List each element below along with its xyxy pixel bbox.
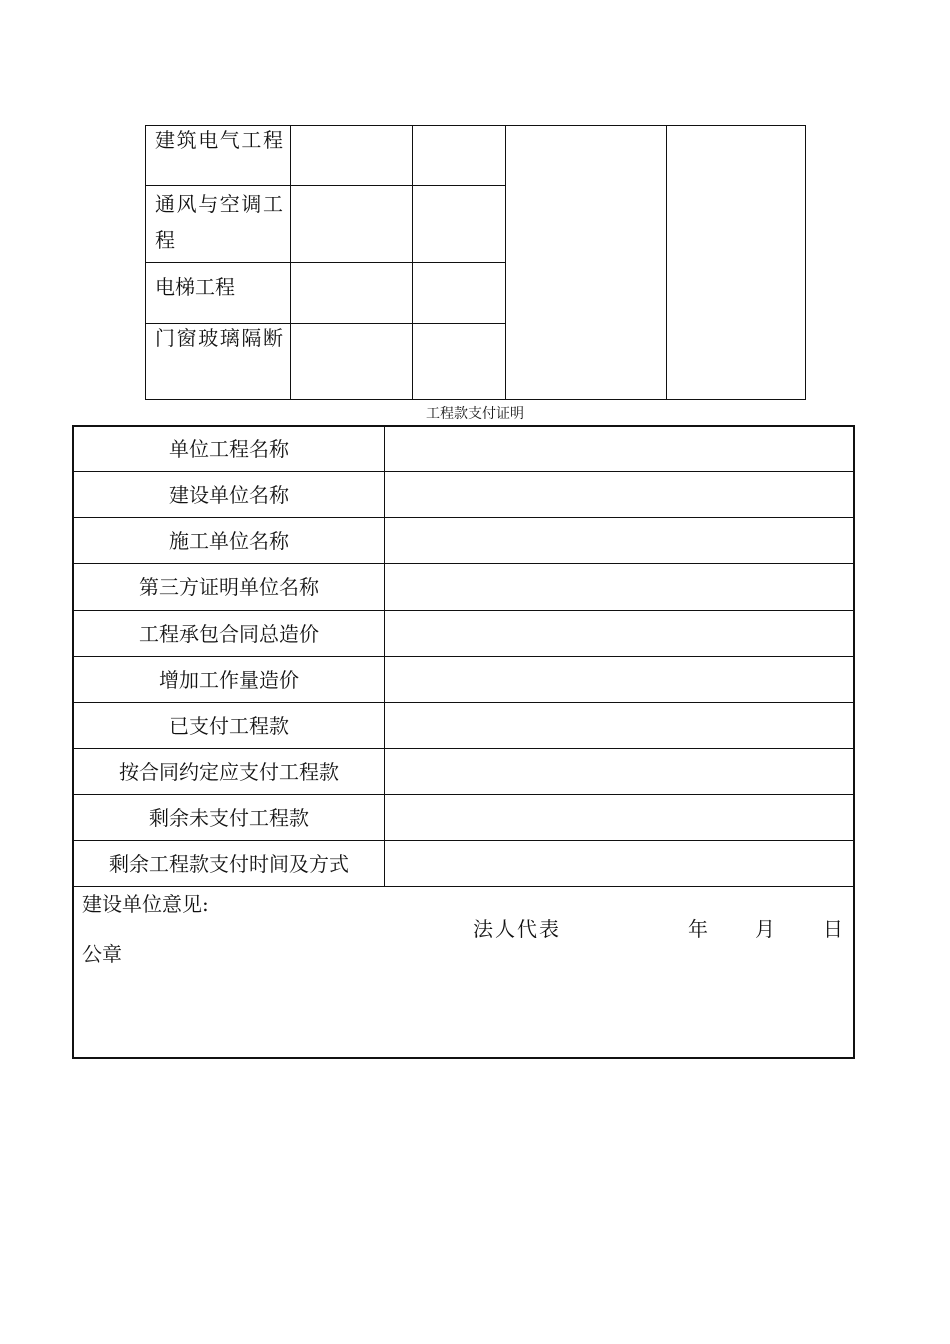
row-label-client-name: 建设单位名称 — [169, 483, 289, 507]
top-table-border-bottom — [145, 399, 806, 400]
top-table-label: 门窗玻璃隔断 — [155, 326, 283, 350]
row-label-unpaid-amount: 剩余未支付工程款 — [149, 806, 309, 830]
legal-representative-label: 法人代表 — [473, 917, 561, 941]
row-label-due-amount: 按合同约定应支付工程款 — [119, 760, 339, 784]
top-table-label: 建筑电气工程 — [155, 128, 283, 152]
payment-table-border-right — [853, 425, 855, 1059]
row-label-payment-schedule: 剩余工程款支付时间及方式 — [109, 852, 349, 876]
official-seal-label: 公章 — [82, 942, 122, 966]
date-month-label: 月 — [755, 917, 775, 941]
row-label-paid-amount: 已支付工程款 — [169, 714, 289, 738]
table-caption: 工程款支付证明 — [426, 406, 524, 422]
top-table-col-divider — [290, 125, 291, 400]
date-year-label: 年 — [688, 917, 708, 941]
top-table-label: 通风与空调工程 — [155, 192, 283, 252]
top-table-col-divider — [666, 125, 667, 400]
date-day-label: 日 — [823, 917, 843, 941]
row-label-extra-work-cost: 增加工作量造价 — [159, 668, 299, 692]
top-table-col-divider — [412, 125, 413, 400]
top-table-label: 电梯工程 — [155, 275, 235, 299]
top-table-col-divider — [505, 125, 506, 400]
top-table-border-top — [145, 125, 806, 126]
row-label-contractor-name: 施工单位名称 — [169, 529, 289, 553]
row-label-third-party-name: 第三方证明单位名称 — [139, 575, 319, 599]
row-label-contract-total: 工程承包合同总造价 — [139, 622, 319, 646]
top-table-row-divider — [145, 262, 505, 263]
payment-table-border-bottom — [72, 1057, 855, 1059]
top-table-border-left — [145, 125, 146, 400]
top-table-border-right — [805, 125, 806, 400]
client-opinion-title: 建设单位意见: — [82, 892, 209, 916]
row-label-unit-project-name: 单位工程名称 — [169, 437, 289, 461]
